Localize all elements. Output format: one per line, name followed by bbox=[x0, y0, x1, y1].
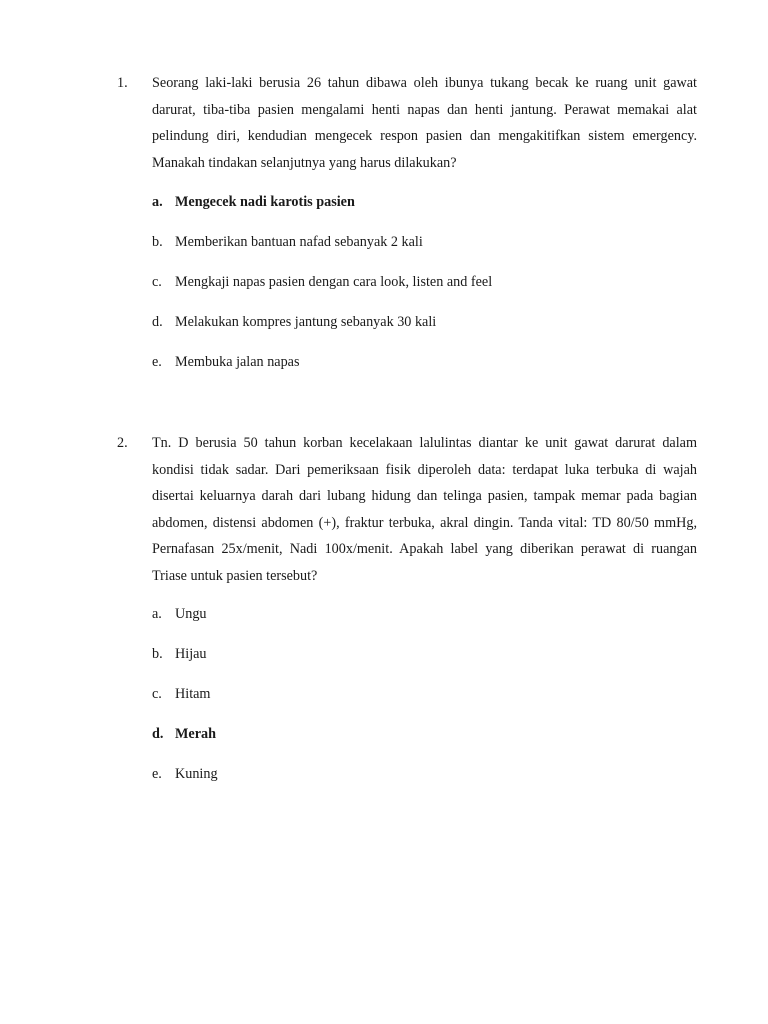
option-a bbox=[152, 604, 697, 644]
question-stem: Seorang laki-laki berusia 26 tahun dibawa oleh ibunya tukang becak ke ruang unit gawat darurat, tiba-tiba pasien mengalami henti napas dan henti jantung. Perawat memakai alat pelindung diri, kendudian mengecek respon pasien dan mengakitifkan sistem emergency. Manakah tindakan selanjutnya yang harus dilakukan? bbox=[152, 75, 697, 171]
option-letter: a. bbox=[152, 606, 162, 622]
question-number: 1. bbox=[117, 75, 128, 91]
option-text: Mengkaji napas pasien dengan cara look, listen and feel bbox=[175, 274, 493, 290]
option-letter: d. bbox=[152, 726, 164, 742]
answer-options bbox=[152, 192, 697, 392]
option-e bbox=[152, 764, 697, 804]
option-letter: c. bbox=[152, 686, 162, 702]
option-text: Memberikan bantuan nafad sebanyak 2 kali bbox=[175, 234, 423, 250]
option-b bbox=[152, 232, 697, 272]
option-letter: b. bbox=[152, 646, 163, 662]
option-text: Ungu bbox=[175, 606, 207, 622]
option-letter: b. bbox=[152, 234, 163, 250]
option-a bbox=[152, 192, 697, 232]
option-c bbox=[152, 684, 697, 724]
option-text: Hitam bbox=[175, 686, 211, 702]
question-number: 2. bbox=[117, 435, 128, 451]
answer-options bbox=[152, 604, 697, 804]
option-text: Melakukan kompres jantung sebanyak 30 kali bbox=[175, 314, 437, 330]
option-d bbox=[152, 724, 697, 764]
option-b bbox=[152, 644, 697, 684]
question-stem: Tn. D berusia 50 tahun korban kecelakaan lalulintas diantar ke unit gawat darurat dalam kondisi tidak sadar. Dari pemeriksaan fisik diperoleh data: terdapat luka terbuka di wajah disertai keluarnya darah dari lubang hidung dan telinga pasien, tampak memar pada bagian abdomen, distensi abdomen (+), fraktur terbuka, akral dingin. Tanda vital: TD 80/50 mmHg, Pernafasan 25x/menit, Nadi 100x/menit. Apakah label yang diberikan perawat di ruangan Triase untuk pasien tersebut? bbox=[152, 435, 697, 584]
option-text: Membuka jalan napas bbox=[175, 354, 300, 370]
option-letter: d. bbox=[152, 314, 163, 330]
option-e bbox=[152, 352, 697, 392]
option-letter: e. bbox=[152, 766, 162, 782]
option-c bbox=[152, 272, 697, 312]
option-letter: c. bbox=[152, 274, 162, 290]
option-text: Merah bbox=[175, 726, 216, 742]
option-d bbox=[152, 312, 697, 352]
option-text: Hijau bbox=[175, 646, 207, 662]
option-text: Mengecek nadi karotis pasien bbox=[175, 194, 355, 210]
option-text: Kuning bbox=[175, 766, 218, 782]
option-letter: a. bbox=[152, 194, 163, 210]
option-letter: e. bbox=[152, 354, 162, 370]
